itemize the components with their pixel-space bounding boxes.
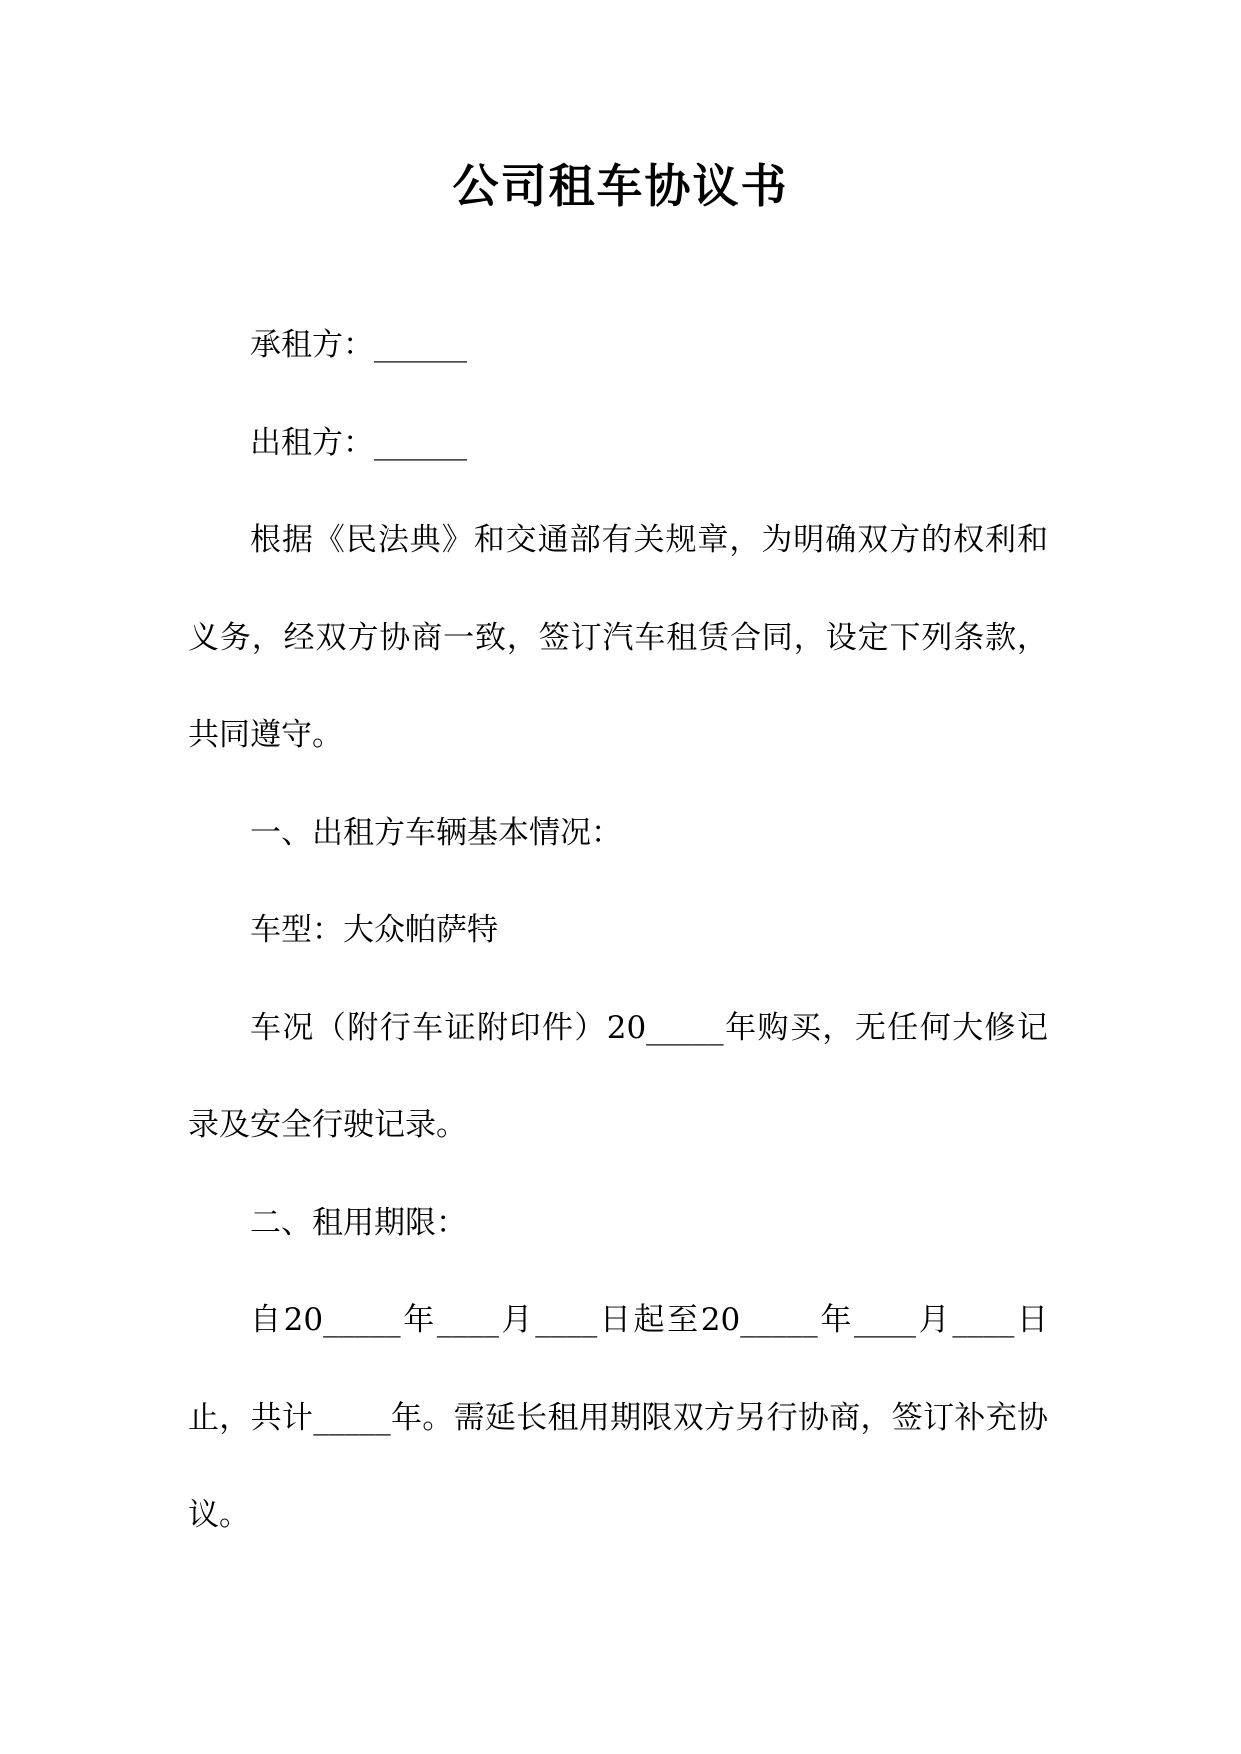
section-1-heading: 一、出租方车辆基本情况： — [250, 814, 622, 851]
section-2-heading: 二、租用期限： — [250, 1204, 467, 1241]
preamble-paragraph: 根据《民法典》和交通部有关规章，为明确双方的权利和义务，经双方协商一致，签订汽车租赁合同，设定下列条款，共同遵守。 — [188, 522, 1048, 753]
document-title: 公司租车协议书 — [452, 159, 789, 213]
vehicle-model-line: 车型：大众帕萨特 — [250, 912, 498, 948]
rental-period-paragraph: 自20_____年____月____日起至20_____年____月____日止，共计_____年。需延长租用期限双方另行协商，签订补充协议。 — [188, 1302, 1048, 1533]
lessor-line: 出租方：______ — [250, 424, 467, 461]
document-body — [188, 297, 1048, 1565]
lessee-line: 承租方：______ — [250, 327, 467, 363]
vehicle-condition-paragraph: 车况（附行车证附印件）20_____年购买，无任何大修记录及安全行驶记录。 — [188, 1009, 1048, 1143]
